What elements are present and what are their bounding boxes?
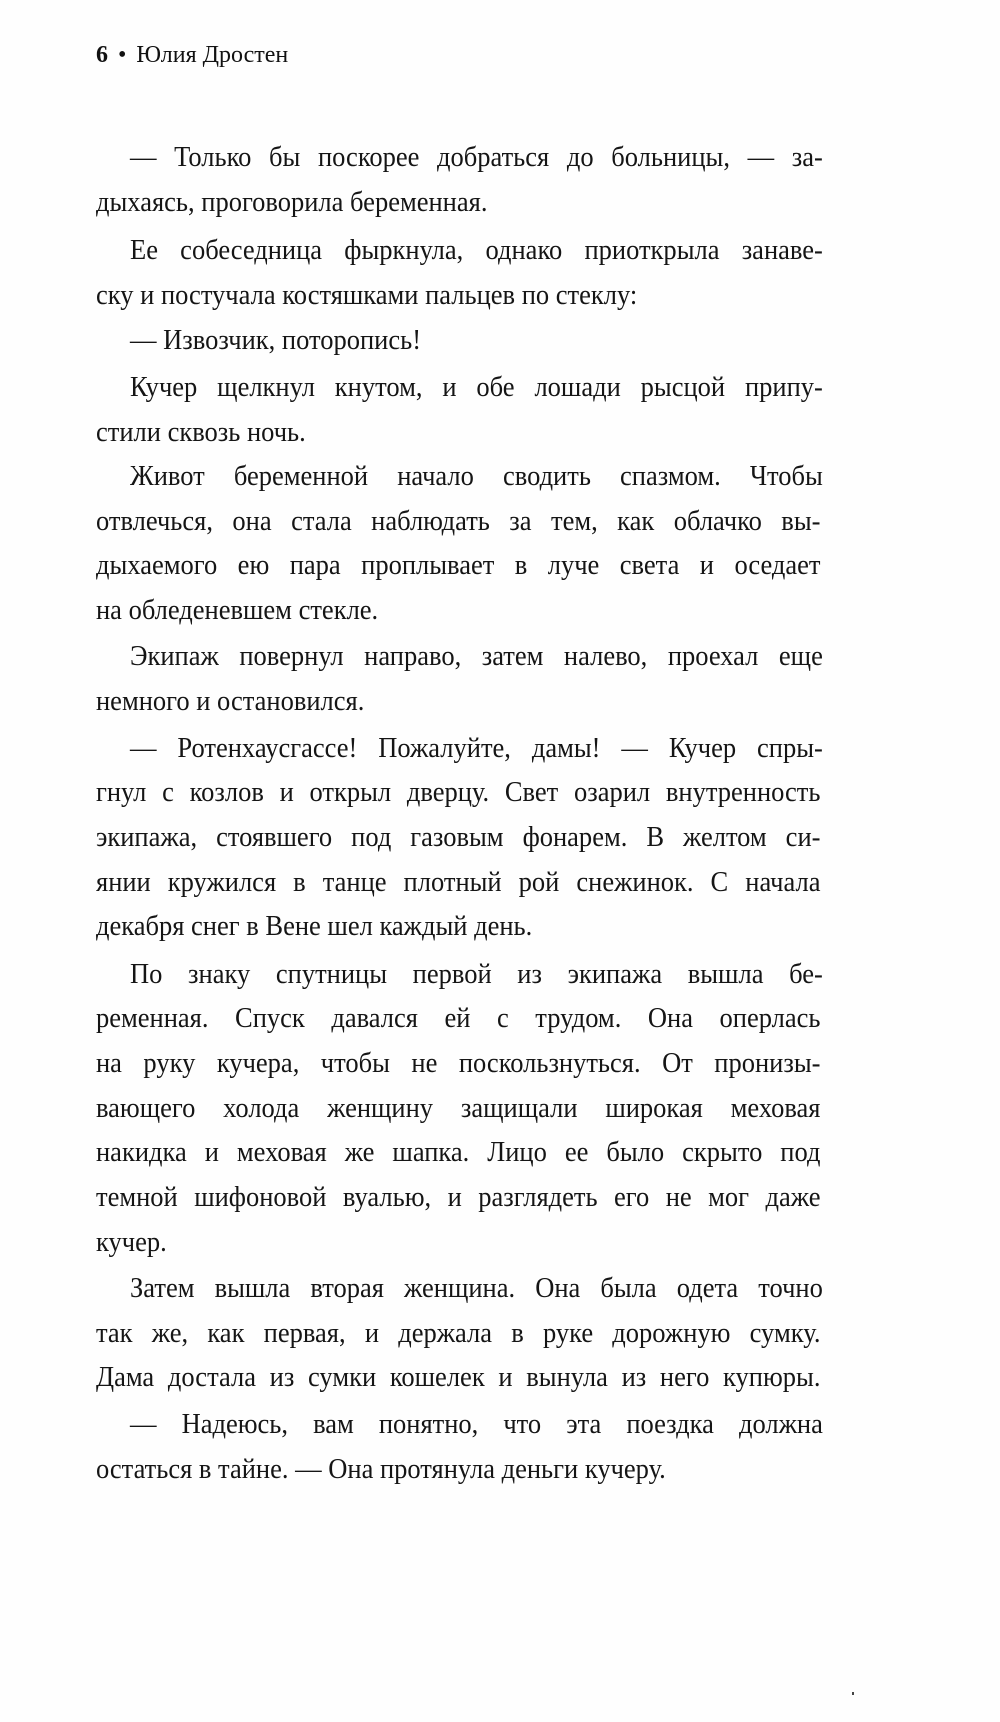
- text-line: — Надеюсь, вам понятно, что эта поездка должна: [130, 1409, 823, 1440]
- text-line: ременная. Спуск давался ей с трудом. Она оперлась: [96, 1003, 821, 1034]
- text-line: — Ротенхаусгассе! Пожалуйте, дамы! — Кучер спры-: [130, 733, 823, 764]
- text-line: ску и постучала костяшками пальцев по стеклу:: [96, 280, 638, 311]
- text-line: Затем вышла вторая женщина. Она была одета точно: [130, 1273, 823, 1304]
- text-line: Дама достала из сумки кошелек и вынула из него купюры.: [96, 1362, 821, 1393]
- text-line: По знаку спутницы первой из экипажа вышла бе-: [130, 959, 823, 990]
- text-line: так же, как первая, и держала в руке дорожную сумку.: [96, 1318, 821, 1349]
- text-line: декабря снег в Вене шел каждый день.: [96, 911, 533, 942]
- text-line: дыхаемого ею пара проплывает в луче света и оседает: [96, 550, 821, 581]
- text-line: экипажа, стоявшего под газовым фонарем. В желтом си-: [96, 822, 821, 853]
- page-number: 6: [96, 42, 108, 68]
- text-line: Живот беременной начало сводить спазмом. Чтобы: [130, 461, 823, 492]
- text-line: дыхаясь, проговорила беременная.: [96, 187, 488, 218]
- text-line: янии кружился в танце плотный рой снежинок. С начала: [96, 867, 821, 898]
- text-line: стили сквозь ночь.: [96, 417, 306, 448]
- text-line: немного и остановился.: [96, 686, 365, 717]
- text-line: на руку кучера, чтобы не поскользнуться. От пронизы-: [96, 1048, 821, 1079]
- text-line: вающего холода женщину защищали широкая меховая: [96, 1093, 821, 1124]
- text-line: остаться в тайне. — Она протянула деньги кучеру.: [96, 1454, 666, 1485]
- text-line: — Извозчик, поторопись!: [130, 325, 422, 356]
- text-line: отвлечься, она стала наблюдать за тем, как облачко вы-: [96, 506, 821, 537]
- text-line: накидка и меховая же шапка. Лицо ее было скрыто под: [96, 1137, 821, 1168]
- text-line: кучер.: [96, 1227, 167, 1258]
- text-line: темной шифоновой вуалью, и разглядеть его не мог даже: [96, 1182, 821, 1213]
- text-line: Экипаж повернул направо, затем налево, проехал еще: [130, 641, 823, 672]
- running-header: [96, 42, 288, 69]
- text-line: гнул с козлов и открыл дверцу. Свет озарил внутренность: [96, 777, 821, 808]
- text-line: — Только бы поскорее добраться до больницы, — за-: [130, 142, 823, 173]
- author-name: Юлия Дростен: [136, 42, 289, 68]
- text-line: на обледеневшем стекле.: [96, 595, 379, 626]
- print-speck: [852, 1692, 854, 1695]
- text-line: Кучер щелкнул кнутом, и обе лошади рысцой припу-: [130, 372, 823, 403]
- header-separator: •: [118, 42, 127, 68]
- text-line: Ее собеседница фыркнула, однако приоткрыла занаве-: [130, 235, 823, 266]
